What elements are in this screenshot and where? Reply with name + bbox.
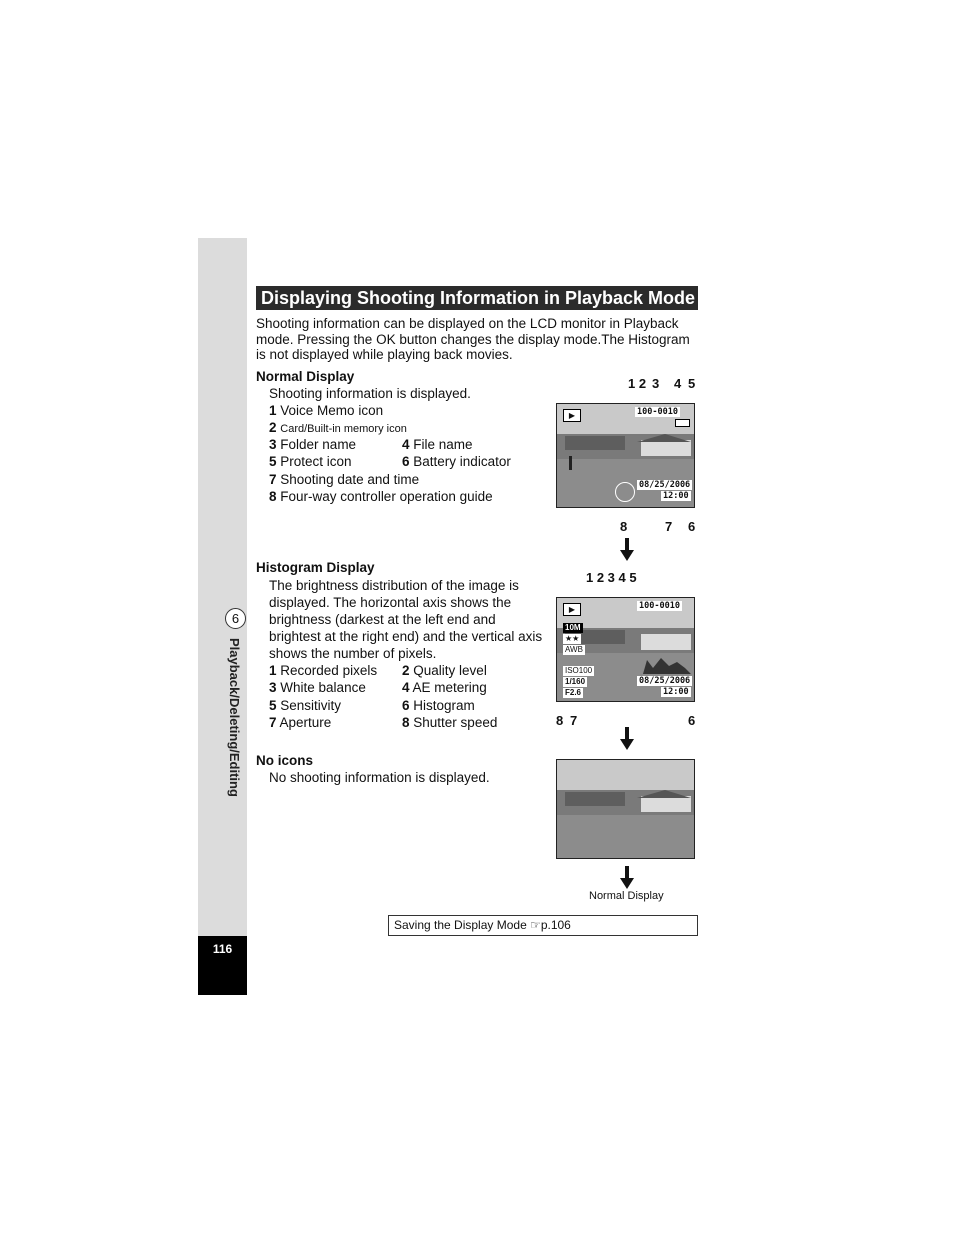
play-icon: ▶ [563,409,581,422]
lcd-white-balance: AWB [565,645,583,654]
lcd-iso: ISO100 [565,666,593,675]
noicons-heading: No icons [256,753,314,768]
four-way-controller-icon [615,482,635,502]
list-item: 4 File name [402,437,473,452]
list-item: 8 Four-way controller operation guide [269,489,493,504]
lcd-pixels: 10M [565,623,581,632]
intro-paragraph: Shooting information can be displayed on the LCD monitor in Playback mode. Pressing the OK button changes the display mode.The Histogram is not displayed while playing back movies. [256,316,690,363]
photo-scene [557,760,694,858]
callout-8: 8 [620,519,628,534]
list-item: 6 Battery indicator [402,454,511,469]
down-arrow-icon [620,538,634,562]
lcd-file-name: 100-0010 [637,407,678,417]
callout-6: 6 [688,519,696,534]
lcd-date: 08/25/2006 [639,480,691,490]
list-item: 2 Quality level [402,663,487,678]
lcd-file-name: 100-0010 [639,601,680,611]
list-item: 5 Protect icon [269,454,352,469]
histogram-desc-line: The brightness distribution of the image is [269,578,519,593]
list-item: 6 Histogram [402,698,475,713]
callout-1-2: 1 2 [628,376,647,391]
lcd-normal-display [556,403,695,508]
section-title: Displaying Shooting Information in Playback Mode [256,286,698,310]
list-item: 7 Aperture [269,715,332,730]
list-item: 8 Shutter speed [402,715,498,730]
list-item: 1 Recorded pixels [269,663,378,678]
list-item: 1 Voice Memo icon [269,403,384,418]
histogram-desc-line: shows the number of pixels. [269,646,437,661]
callout-7: 7 [665,519,673,534]
histogram-desc-line: displayed. The horizontal axis shows the [269,595,512,610]
lcd-aperture: F2.6 [565,688,582,697]
lcd-no-icons [556,759,695,859]
lcd-date: 08/25/2006 [639,676,691,686]
list-item: 4 AE metering [402,680,487,695]
callout-7: 7 [570,713,578,728]
chapter-label: Playback/Deleting/Editing [227,638,242,797]
list-item: 3 White balance [269,680,366,695]
callout-4: 4 [674,376,682,391]
histogram-desc-line: brightest at the right end) and the vertical axis [269,629,543,644]
list-item: 5 Sensitivity [269,698,342,713]
list-item: 7 Shooting date and time [269,472,420,487]
lcd-shutter: 1/160 [565,677,586,686]
play-icon: ▶ [563,603,581,616]
normal-desc: Shooting information is displayed. [269,386,471,401]
callout-3: 3 [652,376,660,391]
list-item: 2 Card/Built-in memory icon [269,420,407,435]
lcd-time: 12:00 [663,491,689,501]
callout-8: 8 [556,713,564,728]
page-number-box [198,936,247,995]
noicons-desc: No shooting information is displayed. [269,770,490,785]
normal-heading: Normal Display [256,369,355,384]
histogram-heading: Histogram Display [256,560,375,575]
down-arrow-icon [620,727,634,751]
reference-note: Saving the Display Mode ☞p.106 [388,915,698,936]
list-item: 3 Folder name [269,437,357,452]
down-arrow-icon [620,866,634,890]
histogram-desc-line: brightness (darkest at the left end and [269,612,496,627]
callout-6: 6 [688,713,696,728]
callout-5: 5 [688,376,696,391]
lcd-quality: ★★ [565,634,580,643]
page-number: 116 [212,942,233,956]
chapter-number-badge: 6 [225,608,246,629]
lcd-time: 12:00 [663,687,689,697]
battery-icon [675,419,690,427]
normal-display-caption: Normal Display [589,890,664,902]
callout-1-5: 1 2 3 4 5 [586,570,637,585]
lcd-histogram-display [556,597,695,702]
